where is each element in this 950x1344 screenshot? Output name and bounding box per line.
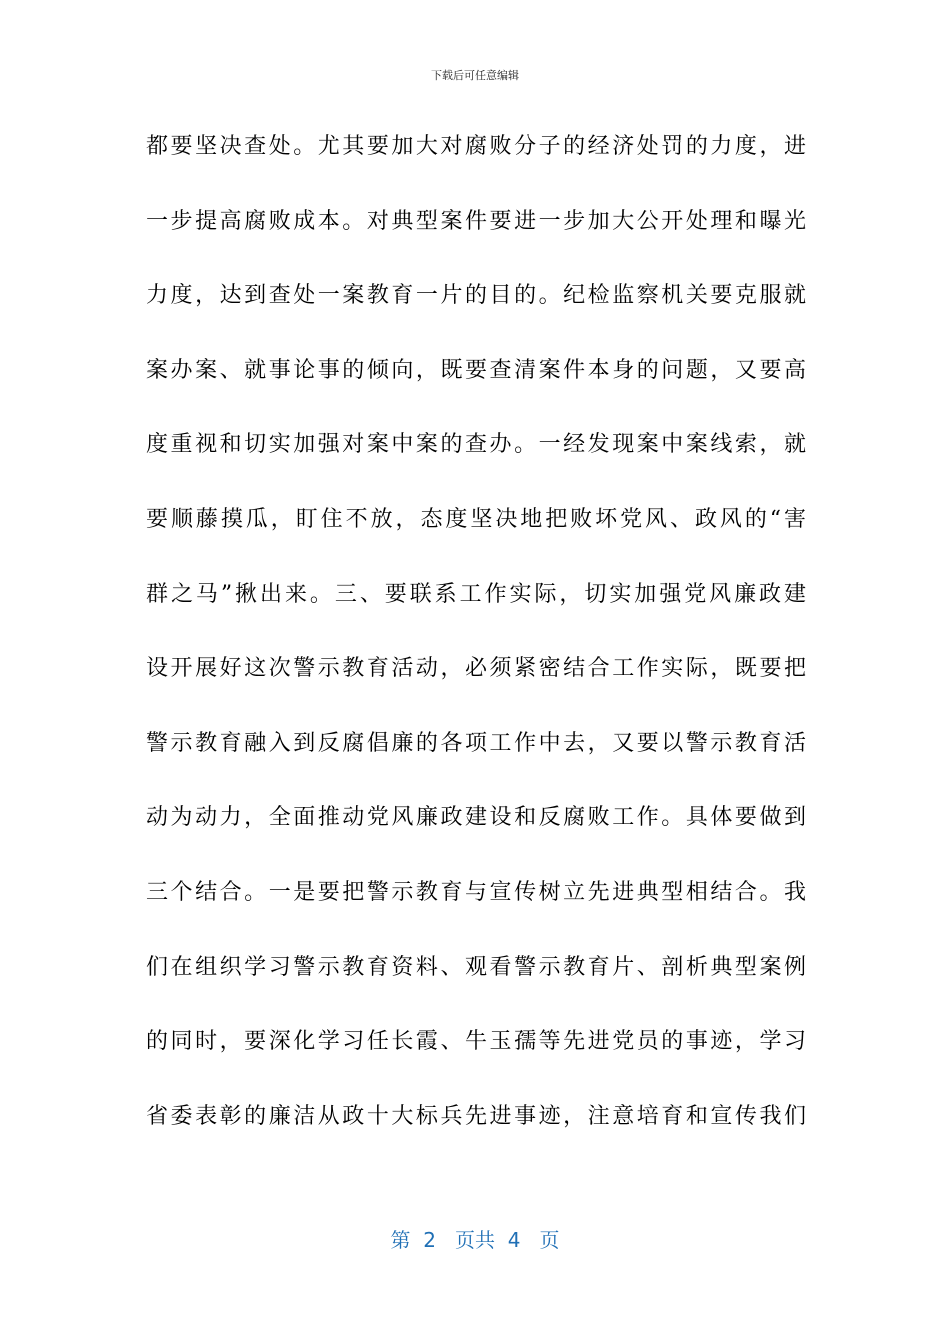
text-line: 的同时，要深化学习任长霞、牛玉孺等先进党员的事迹，学习: [146, 1029, 806, 1055]
text-line: 设开展好这次警示教育活动，必须紧密结合工作实际，既要把: [146, 656, 806, 682]
text-line: 群之马”揪出来。三、要联系工作实际，切实加强党风廉政建: [146, 581, 806, 607]
text-line: 三个结合。一是要把警示教育与宣传树立先进典型相结合。我: [146, 879, 806, 905]
text-line: 都要坚决查处。尤其要加大对腐败分子的经济处罚的力度，进: [146, 134, 806, 159]
text-line: 动为动力，全面推动党风廉政建设和反腐败工作。具体要做到: [146, 805, 806, 831]
text-line: 要顺藤摸瓜，盯住不放，态度坚决地把败坏党风、政风的“害: [146, 506, 806, 532]
text-line: 力度，达到查处一案教育一片的目的。纪检监察机关要克服就: [146, 283, 806, 309]
text-line: 一步提高腐败成本。对典型案件要进一步加大公开处理和曝光: [146, 208, 806, 234]
text-line: 们在组织学习警示教育资料、观看警示教育片、剖析典型案例: [146, 954, 806, 980]
text-line: 省委表彰的廉洁从政十大标兵先进事迹，注意培育和宣传我们: [146, 1103, 806, 1129]
text-line: 度重视和切实加强对案中案的查办。一经发现案中案线索，就: [146, 432, 806, 458]
document-body: [146, 120, 806, 1164]
page-number-footer: 第 2 页共 4 页: [390, 1228, 560, 1252]
header-note: 下载后可任意编辑: [431, 69, 519, 82]
text-line: 案办案、就事论事的倾向，既要查清案件本身的问题，又要高: [146, 357, 806, 383]
text-line: 警示教育融入到反腐倡廉的各项工作中去，又要以警示教育活: [146, 730, 806, 756]
